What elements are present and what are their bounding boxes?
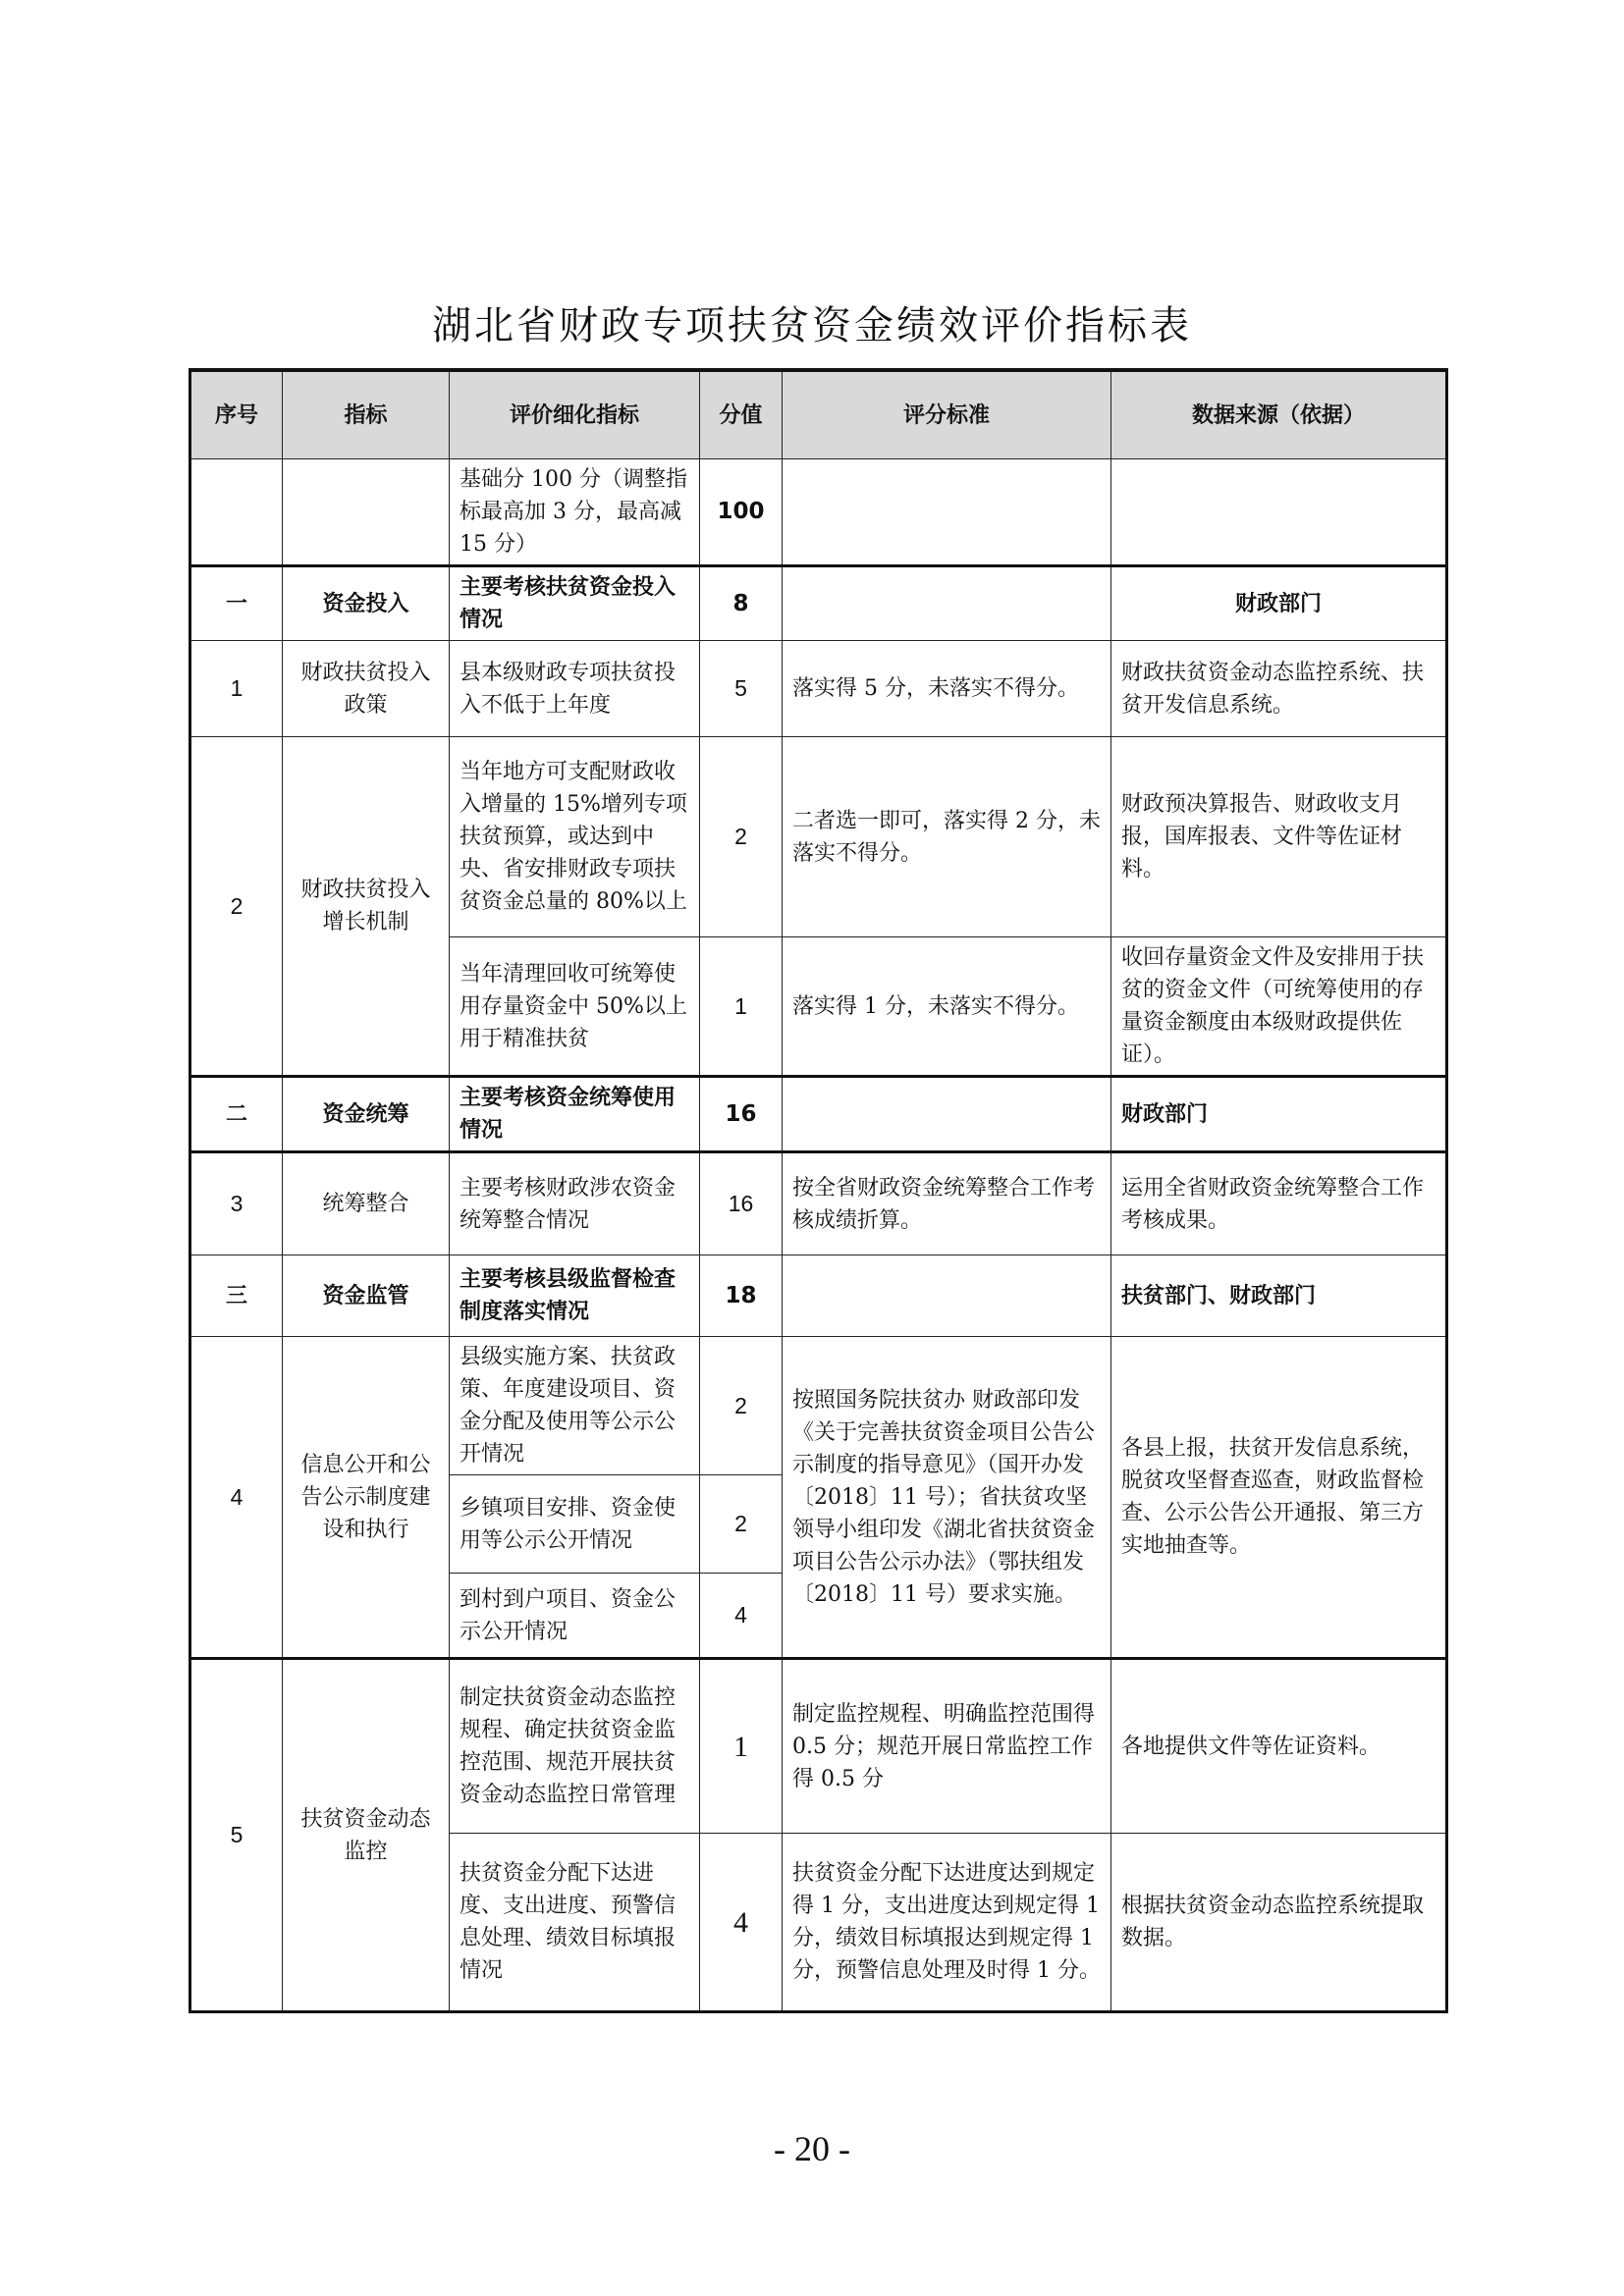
table-row <box>190 1152 1447 1255</box>
section-score: 8 <box>700 566 783 641</box>
item-detail: 县本级财政专项扶贫投入不低于上年度 <box>450 641 700 737</box>
item-standard: 二者选一即可，落实得 2 分，未落实不得分。 <box>783 737 1111 937</box>
base-detail: 基础分 100 分（调整指标最高加 3 分，最高减 15 分） <box>450 459 700 566</box>
item-score: 2 <box>700 737 783 937</box>
item-standard: 按照国务院扶贫办 财政部印发《关于完善扶贫资金项目公告公示制度的指导意见》（国开办发〔2018〕11 号）；省扶贫攻坚领导小组印发《湖北省扶贫资金项目公告公示办法》（鄂扶组发〔2018〕11 号）要求实施。 <box>783 1337 1111 1659</box>
item-no: 1 <box>190 641 283 737</box>
header-no: 序号 <box>190 370 283 459</box>
table-row <box>190 1659 1447 1834</box>
header-score: 分值 <box>700 370 783 459</box>
section-detail: 主要考核资金统筹使用情况 <box>450 1077 700 1152</box>
section-row <box>190 1255 1447 1337</box>
item-score: 16 <box>700 1152 783 1255</box>
item-source: 各地提供文件等佐证资料。 <box>1111 1659 1447 1834</box>
item-standard: 制定监控规程、明确监控范围得 0.5 分；规范开展日常监控工作得 0.5 分 <box>783 1659 1111 1834</box>
item-detail: 扶贫资金分配下达进度、支出进度、预警信息处理、绩效目标填报情况 <box>450 1834 700 2012</box>
evaluation-table <box>189 368 1448 2013</box>
item-indicator: 财政扶贫投入政策 <box>283 641 450 737</box>
item-detail: 县级实施方案、扶贫政策、年度建设项目、资金分配及使用等公示公开情况 <box>450 1337 700 1475</box>
table-row <box>190 737 1447 937</box>
item-score: 5 <box>700 641 783 737</box>
item-score: 1 <box>700 937 783 1077</box>
section-score: 18 <box>700 1255 783 1337</box>
item-detail: 制定扶贫资金动态监控规程、确定扶贫资金监控范围、规范开展扶贫资金动态监控日常管理 <box>450 1659 700 1834</box>
item-indicator: 财政扶贫投入增长机制 <box>283 737 450 1077</box>
section-score: 16 <box>700 1077 783 1152</box>
base-score: 100 <box>700 459 783 566</box>
item-standard: 扶贫资金分配下达进度达到规定得 1 分，支出进度达到规定得 1 分，绩效目标填报达到规定得 1 分，预警信息处理及时得 1 分。 <box>783 1834 1111 2012</box>
section-no: 二 <box>190 1077 283 1152</box>
item-no: 2 <box>190 737 283 1077</box>
item-detail: 当年地方可支配财政收入增量的 15%增列专项扶贫预算，或达到中央、省安排财政专项扶贫资金总量的 80%以上 <box>450 737 700 937</box>
item-no: 4 <box>190 1337 283 1659</box>
section-indicator: 资金投入 <box>283 566 450 641</box>
header-indicator: 指标 <box>283 370 450 459</box>
item-source: 收回存量资金文件及安排用于扶贫的资金文件（可统筹使用的存量资金额度由本级财政提供佐证）。 <box>1111 937 1447 1077</box>
item-standard: 按全省财政资金统筹整合工作考核成绩折算。 <box>783 1152 1111 1255</box>
table-header-row <box>190 370 1447 459</box>
page-title: 湖北省财政专项扶贫资金绩效评价指标表 <box>432 303 1192 348</box>
item-indicator: 统筹整合 <box>283 1152 450 1255</box>
item-detail: 到村到户项目、资金公示公开情况 <box>450 1574 700 1659</box>
section-indicator: 资金监管 <box>283 1255 450 1337</box>
section-source: 扶贫部门、财政部门 <box>1111 1255 1447 1337</box>
item-standard: 落实得 5 分，未落实不得分。 <box>783 641 1111 737</box>
section-no: 一 <box>190 566 283 641</box>
item-source: 财政扶贫资金动态监控系统、扶贫开发信息系统。 <box>1111 641 1447 737</box>
item-source: 运用全省财政资金统筹整合工作考核成果。 <box>1111 1152 1447 1255</box>
item-standard: 落实得 1 分，未落实不得分。 <box>783 937 1111 1077</box>
item-no: 3 <box>190 1152 283 1255</box>
header-standard: 评分标准 <box>783 370 1111 459</box>
header-detail: 评价细化指标 <box>450 370 700 459</box>
item-detail: 乡镇项目安排、资金使用等公示公开情况 <box>450 1475 700 1574</box>
header-source: 数据来源（依据） <box>1111 370 1447 459</box>
section-no: 三 <box>190 1255 283 1337</box>
item-detail: 当年清理回收可统筹使用存量资金中 50%以上用于精准扶贫 <box>450 937 700 1077</box>
section-detail: 主要考核扶贫资金投入情况 <box>450 566 700 641</box>
item-score: 2 <box>700 1475 783 1574</box>
section-row <box>190 1077 1447 1152</box>
item-source: 根据扶贫资金动态监控系统提取数据。 <box>1111 1834 1447 2012</box>
section-detail: 主要考核县级监督检查制度落实情况 <box>450 1255 700 1337</box>
table-row <box>190 1337 1447 1475</box>
page-number: - 20 - <box>774 2129 850 2168</box>
item-score: 2 <box>700 1337 783 1475</box>
table-row-base <box>190 459 1447 566</box>
section-row <box>190 566 1447 641</box>
item-source: 各县上报，扶贫开发信息系统，脱贫攻坚督查巡查，财政监督检查、公示公告公开通报、第三方实地抽查等。 <box>1111 1337 1447 1659</box>
item-score: 4 <box>700 1834 783 2012</box>
item-indicator: 信息公开和公告公示制度建设和执行 <box>283 1337 450 1659</box>
section-source: 财政部门 <box>1111 1077 1447 1152</box>
item-detail: 主要考核财政涉农资金统筹整合情况 <box>450 1152 700 1255</box>
item-indicator: 扶贫资金动态监控 <box>283 1659 450 2012</box>
item-score: 1 <box>700 1659 783 1834</box>
table-row <box>190 641 1447 737</box>
section-source: 财政部门 <box>1111 566 1447 641</box>
section-indicator: 资金统筹 <box>283 1077 450 1152</box>
item-score: 4 <box>700 1574 783 1659</box>
item-no: 5 <box>190 1659 283 2012</box>
item-source: 财政预决算报告、财政收支月报，国库报表、文件等佐证材料。 <box>1111 737 1447 937</box>
